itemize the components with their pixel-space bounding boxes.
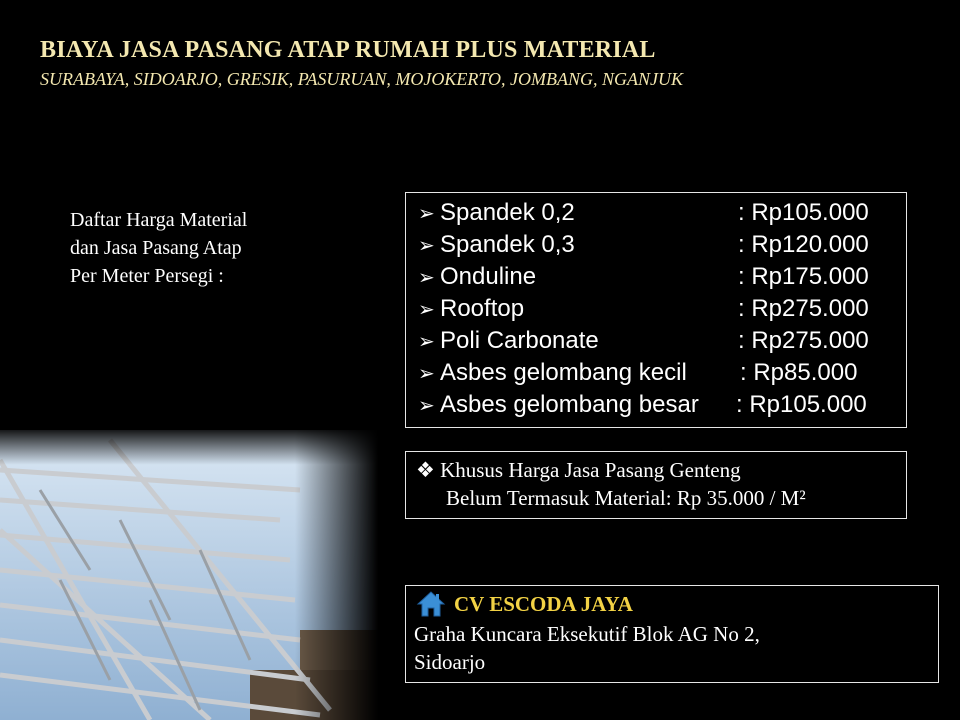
price-item-name: Onduline [440,263,537,290]
roof-frame-illustration [0,430,378,720]
price-row [418,391,867,423]
price-item-value: : Rp105.000 [736,391,867,418]
note-line: Belum Termasuk Material: Rp 35.000 / M² [446,486,806,510]
arrow-bullet-icon: ➢ [418,299,435,321]
intro-text [70,206,330,290]
intro-line: Per Meter Persegi : [70,265,224,287]
price-item-value: : Rp175.000 [738,263,869,290]
price-list-box [405,192,907,428]
genteng-note-box [405,451,907,519]
arrow-bullet-icon: ➢ [418,331,435,353]
price-row [418,199,869,231]
price-item-name: Poli Carbonate [440,327,599,354]
note-text: Khusus Harga Jasa Pasang Genteng [440,458,741,482]
price-item-name: Rooftop [440,295,525,322]
price-item-name: Spandek 0,3 [440,231,575,258]
price-item-value: : Rp120.000 [738,231,869,258]
price-row [418,359,858,391]
arrow-bullet-icon: ➢ [418,203,435,225]
page-title: BIAYA JASA PASANG ATAP RUMAH PLUS MATERIAL [40,37,656,63]
company-address: Graha Kuncara Eksekutif Blok AG No 2, [414,622,760,646]
arrow-bullet-icon: ➢ [418,395,435,417]
arrow-bullet-icon: ➢ [418,235,435,257]
price-item-name: Asbes gelombang kecil [440,359,687,386]
intro-line: Daftar Harga Material [70,209,248,231]
price-row [418,327,869,359]
price-row [418,231,869,263]
company-address: Sidoarjo [414,650,486,674]
price-item-value: : Rp275.000 [738,327,869,354]
roof-frame-photo [0,430,378,720]
price-item-name: Asbes gelombang besar [440,391,699,418]
company-box [405,585,939,683]
arrow-bullet-icon: ➢ [418,267,435,289]
page-subtitle: SURABAYA, SIDOARJO, GRESIK, PASURUAN, MOJOKERTO, JOMBANG, NGANJUK [40,69,683,89]
intro-line: dan Jasa Pasang Atap [70,237,242,259]
price-row [418,295,869,327]
price-item-value: : Rp275.000 [738,295,869,322]
company-header [416,588,633,620]
arrow-bullet-icon: ➢ [418,363,435,385]
price-item-value: : Rp105.000 [738,199,869,226]
price-item-name: Spandek 0,2 [440,199,575,226]
note-line [416,458,741,483]
company-name: CV ESCODA JAYA [454,591,633,616]
diamond-bullet-icon: ❖ [416,458,435,482]
home-icon [416,590,446,618]
price-row [418,263,869,295]
price-item-value: : Rp85.000 [740,359,858,386]
